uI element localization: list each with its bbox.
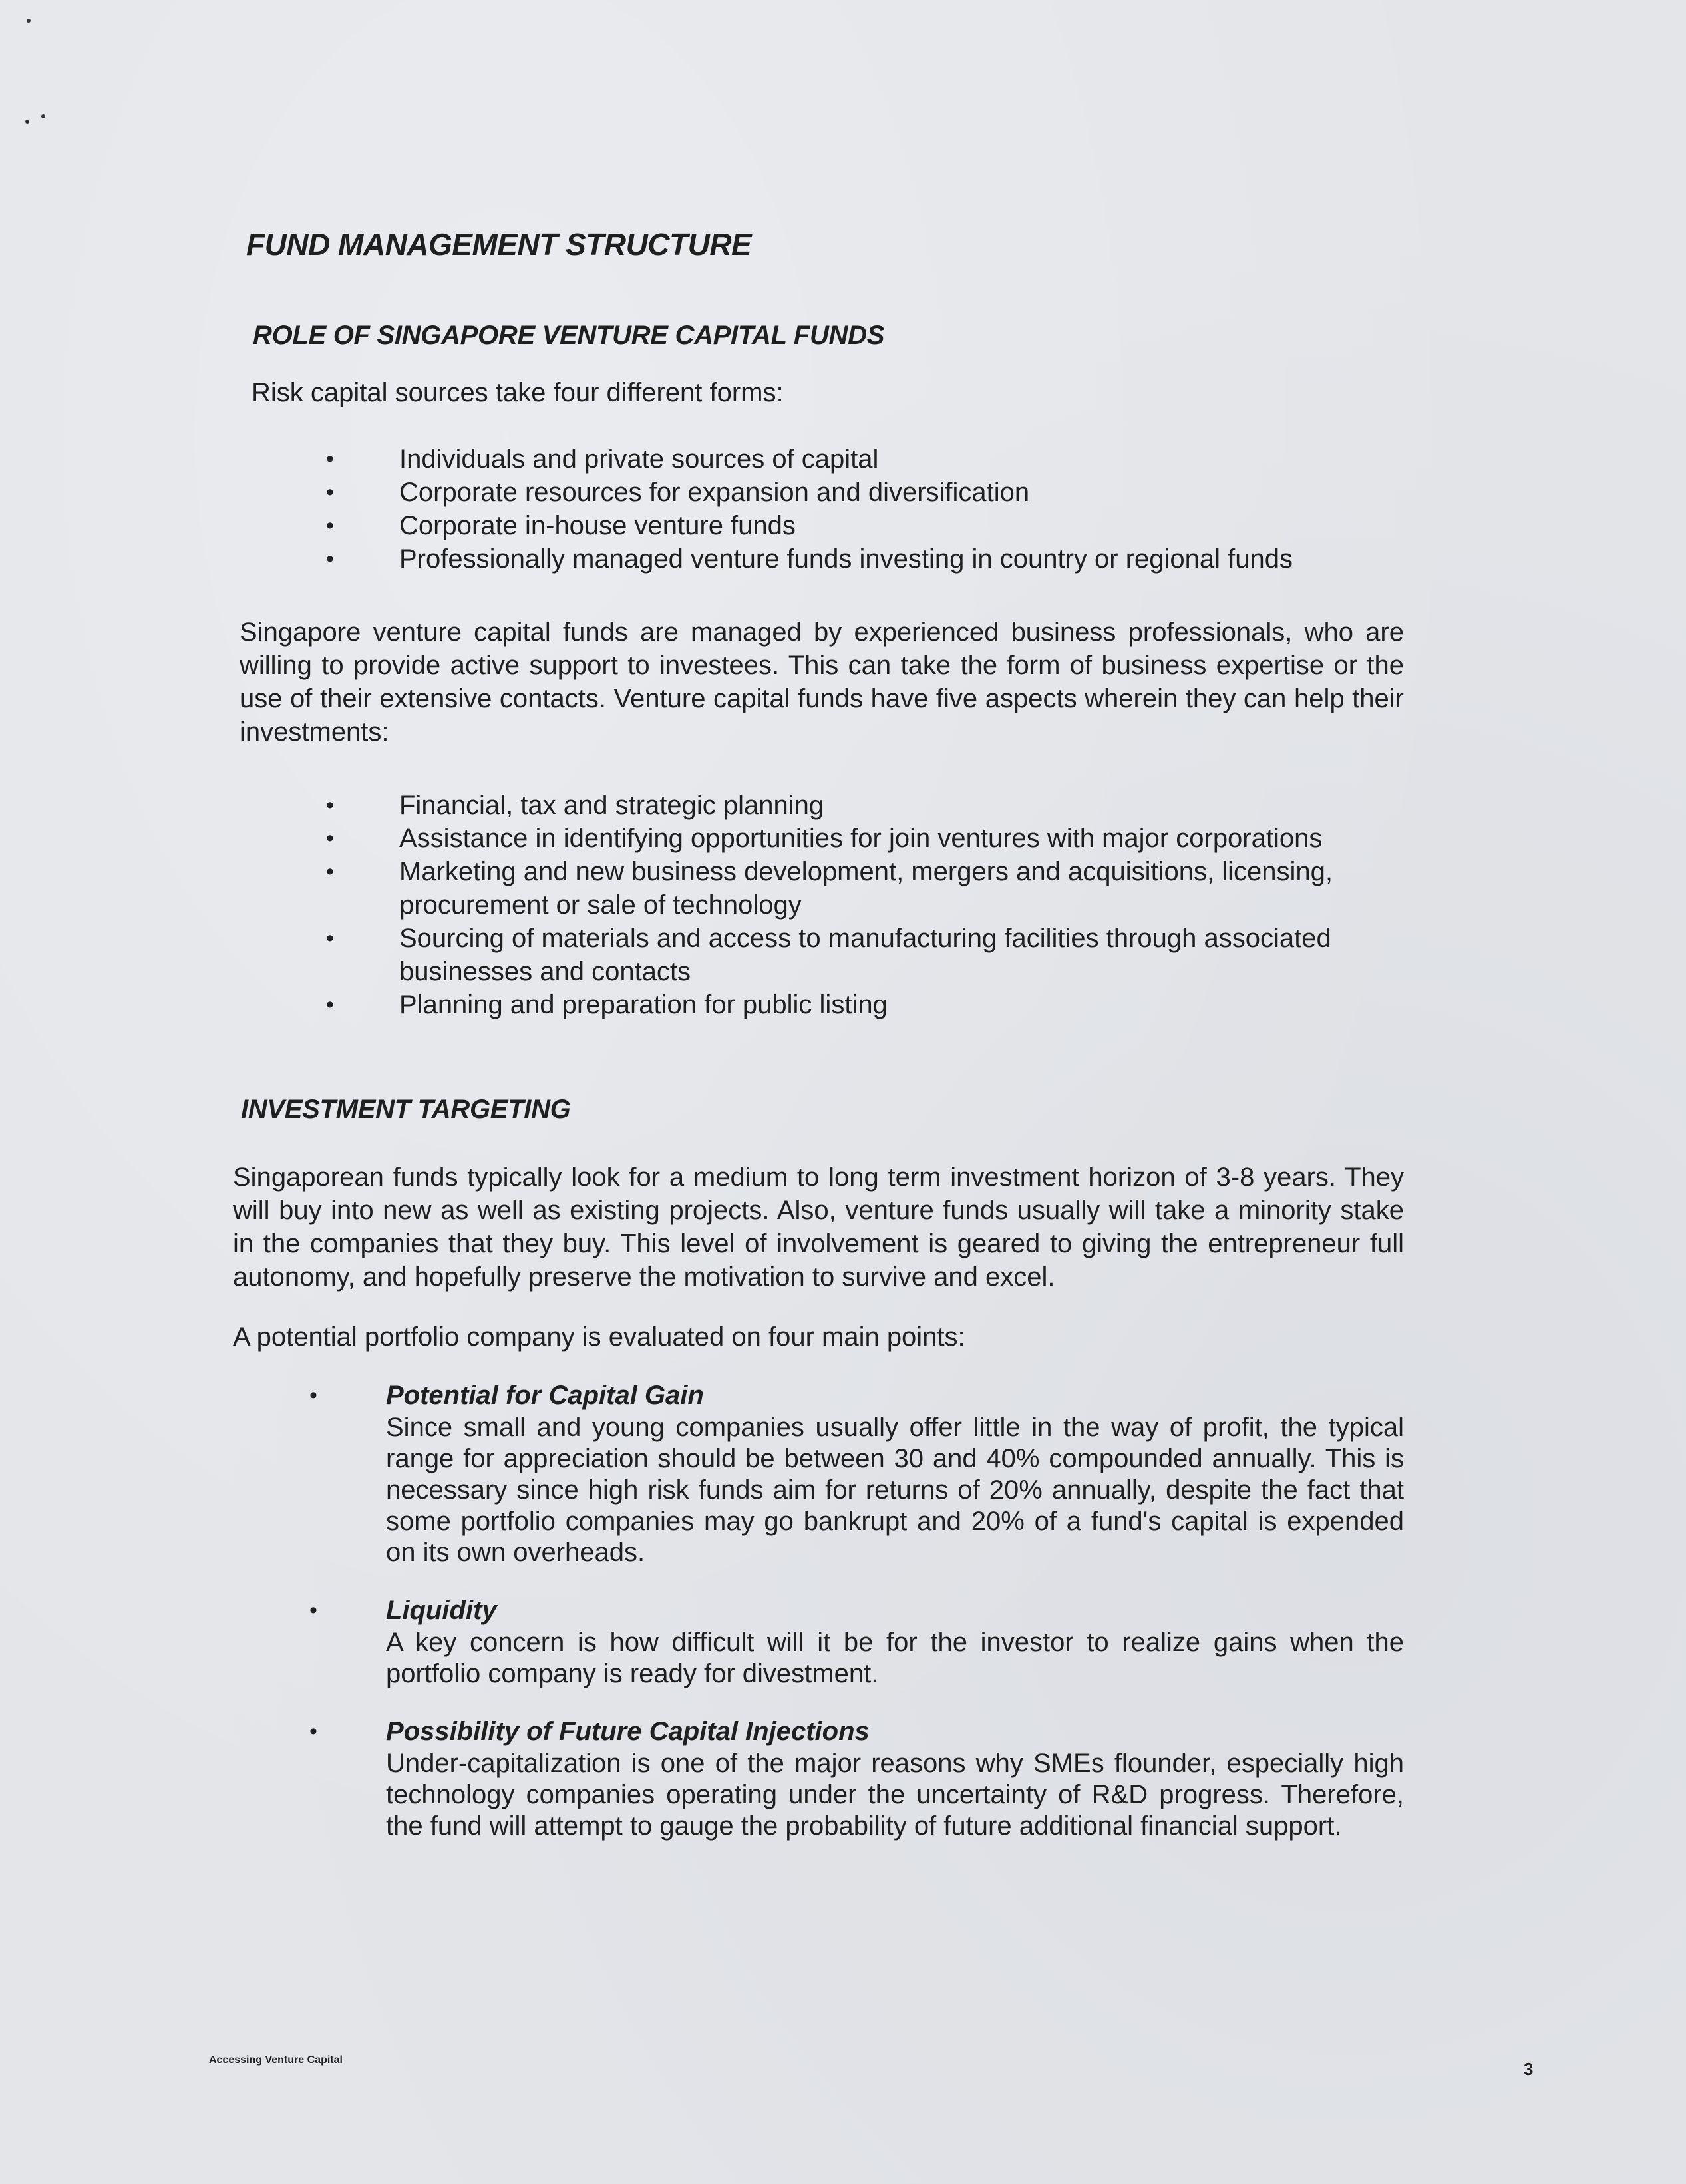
footer-document-title: Accessing Venture Capital — [209, 2054, 343, 2066]
list-item: • Corporate resources for expansion and diversification — [233, 476, 1404, 509]
page-content — [233, 226, 1404, 1867]
bullet-icon: • — [326, 992, 334, 1017]
point-body: Under-capitalization is one of the major reasons why SMEs flounder, especially high technology companies operating under the uncertainty of R&D progress. Therefore, the fund will attempt to gauge the probability of future additional financial support. — [386, 1749, 1404, 1841]
investment-paragraph: Singaporean funds typically look for a medium to long term investment horizon of 3-8 years. They will buy into new as well as existing projects. Also, venture funds usually will take a minority stake in the companies that they buy. This level of involvement is geared to giving the entrepreneur full autonomy, and hopefully preserve the motivation to survive and excel. — [233, 1163, 1404, 1292]
section-heading-investment: INVESTMENT TARGETING — [241, 1095, 571, 1124]
evaluation-points — [233, 1379, 1404, 1842]
list-item: • Marketing and new business development, mergers and acquisitions, licensing, procurement or sale of technology — [233, 855, 1404, 922]
list-item: • Assistance in identifying opportunities for join ventures with major corporations — [233, 822, 1404, 855]
bullet-icon: • — [326, 793, 334, 818]
point-title: Potential for Capital Gain — [386, 1381, 704, 1410]
speck — [27, 19, 31, 23]
bullet-icon: • — [326, 926, 334, 951]
bullet-icon: • — [326, 859, 334, 884]
list-item: • Professionally managed venture funds investing in country or regional funds — [233, 542, 1404, 576]
bullet-icon: • — [326, 447, 334, 472]
list-item — [233, 1594, 1404, 1690]
forms-intro: Risk capital sources take four different forms: — [252, 378, 784, 407]
list-item: • Sourcing of materials and access to manufacturing facilities through associated businesses and contacts — [233, 922, 1404, 988]
list-item — [233, 1715, 1404, 1842]
bullet-icon: • — [326, 480, 334, 505]
page-title: FUND MANAGEMENT STRUCTURE — [246, 227, 752, 262]
point-body: A key concern is how difficult will it be for the investor to realize gains when the portfolio company is ready for divestment. — [386, 1628, 1404, 1688]
page-number: 3 — [1524, 2059, 1534, 2079]
forms-list — [233, 443, 1404, 576]
list-item: • Individuals and private sources of capital — [233, 443, 1404, 476]
bullet-icon: • — [309, 1719, 317, 1744]
list-item — [233, 1379, 1404, 1568]
speck — [41, 114, 45, 118]
points-intro: A potential portfolio company is evaluated on four main points: — [233, 1322, 965, 1352]
funds-paragraph: Singapore venture capital funds are managed by experienced business professionals, who are willing to provide active support to investees. This can take the form of business expertise or the use of their extensive contacts. Venture capital funds have five aspects wherein they can help their investments: — [240, 618, 1404, 747]
point-title: Possibility of Future Capital Injections — [386, 1717, 870, 1746]
section-heading-role: ROLE OF SINGAPORE VENTURE CAPITAL FUNDS — [253, 321, 885, 350]
bullet-icon: • — [309, 1598, 317, 1623]
bullet-icon: • — [326, 513, 334, 538]
speck — [25, 120, 29, 124]
list-item: • Planning and preparation for public listing — [233, 988, 1404, 1021]
list-item: • Financial, tax and strategic planning — [233, 789, 1404, 822]
list-item: • Corporate in-house venture funds — [233, 509, 1404, 542]
bullet-icon: • — [326, 826, 334, 851]
bullet-icon: • — [326, 546, 334, 572]
bullet-icon: • — [309, 1383, 317, 1408]
aspects-list — [233, 789, 1404, 1021]
point-title: Liquidity — [386, 1596, 497, 1625]
point-body: Since small and young companies usually offer little in the way of profit, the typical range for appreciation should be between 30 and 40% compounded annually. This is necessary since high risk funds aim for returns of 20% annually, despite the fact that some portfolio companies may go bankrupt and 20% of a fund's capital is expended on its own overheads. — [386, 1413, 1404, 1567]
